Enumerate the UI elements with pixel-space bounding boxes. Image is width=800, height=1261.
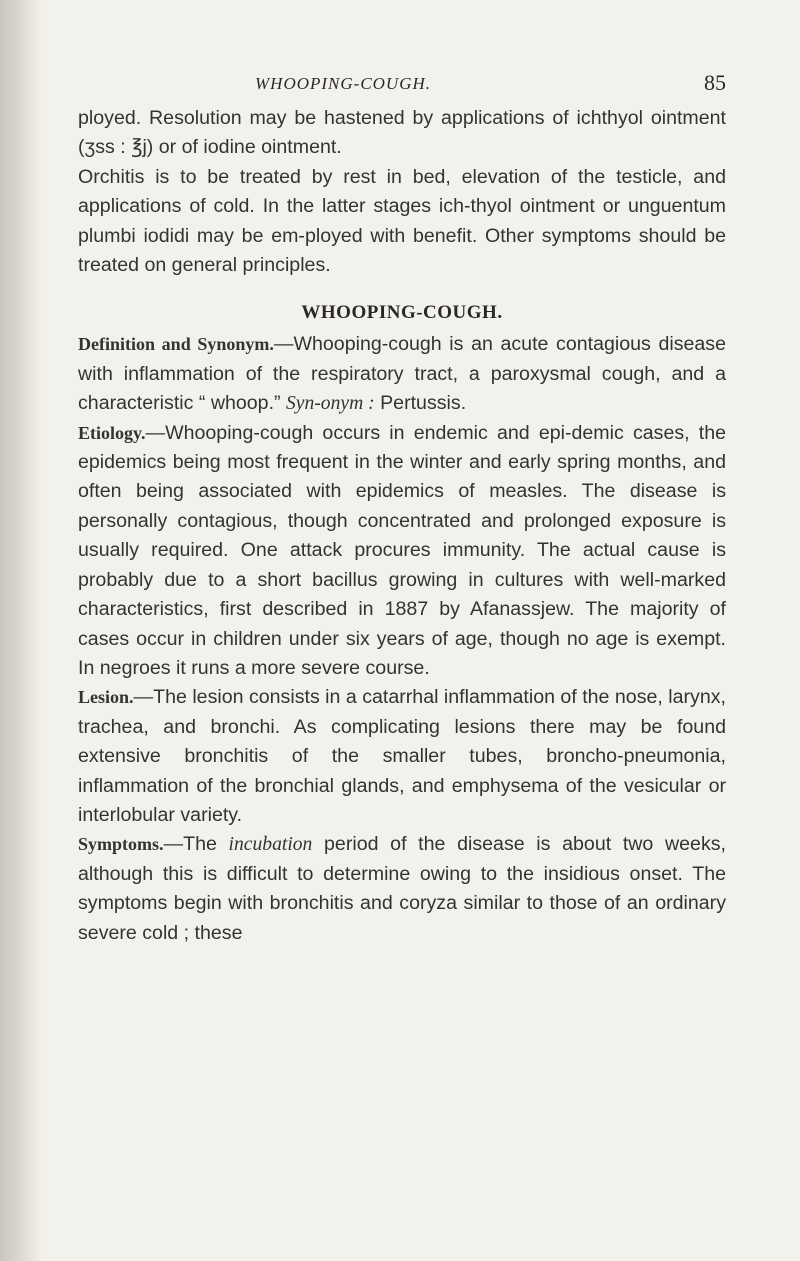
synonym-label: Syn-onym : xyxy=(285,393,375,415)
lesion-text: —The lesion consists in a catarrhal inflammation of the nose, larynx, trachea, and bronchi. As complicating lesions there may be found extensive bronchitis of the smaller tubes, broncho-pneumonia, inflammation of the bronchial glands, and emphysema of the vesicular or interlobular variety. xyxy=(78,686,726,826)
etiology-text: —Whooping-cough occurs in endemic and epi-demic cases, the epidemics being most frequent in the winter and early spring months, and often being associated with epidemics of measles. The disease is personally contagious, though concentrated and prolonged exposure is usually required. One attack procures immunity. The actual cause is probably due to a short bacillus growing in cultures with well-marked characteristics, first described in 1887 by Afanassjew. The majority of cases occur in children under six years of age, though no age is exempt. In negroes it runs a more severe course. xyxy=(78,421,726,679)
paragraph-symptoms xyxy=(78,830,726,948)
paragraph-resolution: ployed. Resolution may be hastened by applications of ichthyol ointment (ʒss : ℥j) or of iodine ointment. xyxy=(78,107,726,159)
symptoms-text-b: period of the disease is about two weeks, although this is difficult to determine owing to the insidious onset. The symptoms begin with bronchitis and coryza similar to those of an ordinary severe cold ; these xyxy=(78,833,726,944)
section-title: WHOOPING-COUGH. xyxy=(301,302,503,324)
page-header xyxy=(78,70,726,104)
definition-text: —Whooping-cough is an acute contagious disease with inflammation of the respiratory tract, a paroxysmal cough, and a characteristic “ whoop.” xyxy=(78,333,726,415)
definition-label: Definition and Synonym. xyxy=(78,334,274,355)
paragraph-lesion xyxy=(78,683,726,830)
symptoms-text-a: —The xyxy=(163,833,229,856)
page-number: 85 xyxy=(704,70,726,95)
etiology-label: Etiology. xyxy=(78,422,146,443)
lesion-label: Lesion. xyxy=(78,687,134,708)
paragraph-etiology xyxy=(78,419,726,684)
synonym-text: Pertussis. xyxy=(374,392,467,415)
symptoms-italic-term: incubation xyxy=(228,834,313,856)
paragraph-orchitis: Orchitis is to be treated by rest in bed, elevation of the testicle, and applications of cold. In the latter stages ich-thyol ointment or unguentum plumbi iodidi may be em-ployed with benefit. Other symptoms should be treated on general principles. xyxy=(78,165,726,277)
symptoms-label: Symptoms. xyxy=(78,834,164,855)
book-page xyxy=(78,70,726,948)
running-title: WHOOPING-COUGH. xyxy=(255,74,432,93)
book-gutter-shadow xyxy=(0,0,42,1261)
paragraph-definition xyxy=(78,330,726,418)
